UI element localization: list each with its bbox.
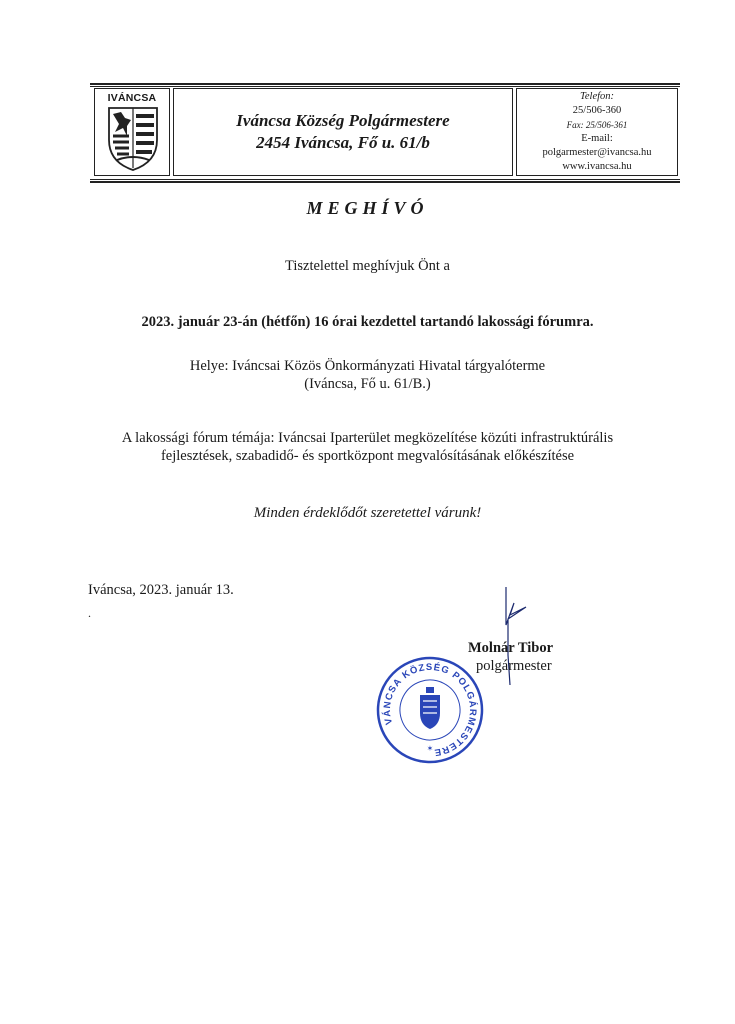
event-details: 2023. január 23-án (hétfőn) 16 órai kezdettel tartandó lakossági fórumra.: [141, 314, 594, 330]
signer-name: Molnár Tibor: [468, 640, 554, 656]
letterhead: [94, 88, 678, 176]
coat-of-arms-icon: [107, 106, 159, 172]
fax-number: Fax: 25/506-361: [566, 120, 628, 130]
email-label: E-mail:: [581, 133, 613, 144]
phone-number: 25/506-360: [572, 105, 622, 116]
greeting: Tisztelettel meghívjuk Önt a: [285, 258, 450, 274]
official-stamp: [375, 655, 485, 765]
topic-line: A lakossági fórum témája: Iváncsai Iparterület megközelítése közúti infrastruktúrális: [121, 430, 614, 446]
document-heading: MEGHÍVÓ: [306, 198, 429, 218]
topic-line-continued: fejlesztések, szabadidő- és sportközpont megvalósításának előkészítése: [160, 448, 575, 464]
header-rule-bottom: [90, 181, 680, 183]
venue-address: (Iváncsa, Fő u. 61/B.): [304, 376, 431, 392]
welcome-message: Minden érdeklődőt szeretettel várunk!: [253, 505, 482, 521]
office-address: 2454 Iváncsa, Fő u. 61/b: [256, 133, 430, 152]
header-rule-top-thin: [90, 86, 680, 87]
logo-box: [94, 88, 170, 176]
place-and-date: Iváncsa, 2023. január 13.: [88, 582, 234, 598]
logo-text: IVÁNCSA: [107, 92, 157, 104]
venue-line: Helye: Iváncsai Közös Önkormányzati Hivatal tárgyalóterme: [189, 358, 546, 374]
stray-dot: .: [88, 606, 91, 620]
stamp-text: IVÁNCSA KÖZSÉG POLGÁRMESTERE: [381, 661, 479, 758]
header-rule-bottom-thin: [90, 179, 680, 180]
email-address[interactable]: polgarmester@ivancsa.hu: [542, 147, 652, 158]
title-box: [173, 88, 513, 176]
contact-box: [516, 88, 678, 176]
header-rule-top: [90, 83, 680, 85]
signer-title: polgármester: [476, 658, 552, 674]
svg-text:✶: ✶: [426, 744, 434, 753]
office-title: Iváncsa Község Polgármestere: [236, 111, 450, 130]
phone-label: Telefon:: [579, 91, 615, 102]
website[interactable]: www.ivancsa.hu: [562, 161, 632, 172]
